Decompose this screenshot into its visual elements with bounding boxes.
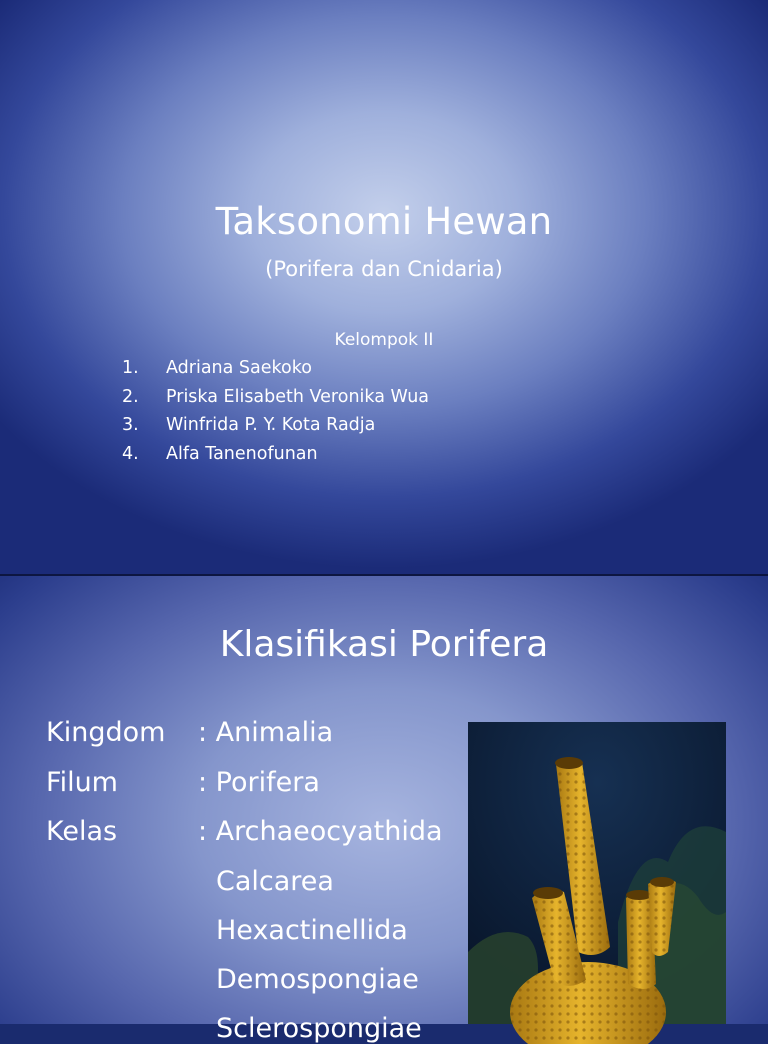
group-label: Kelompok II: [334, 330, 434, 350]
member-number: 1.: [122, 358, 139, 378]
classification-row-kingdom: [46, 717, 333, 748]
presentation-subtitle: (Porifera dan Cnidaria): [265, 257, 503, 281]
member-number: 2.: [122, 386, 139, 407]
class-item: Demospongiae: [216, 964, 419, 995]
member-number: 3.: [122, 415, 139, 435]
class-item: Hexactinellida: [216, 915, 408, 946]
rank-value: : Porifera: [198, 767, 320, 798]
classification-row-filum: [46, 767, 320, 798]
classification-row-kelas: [46, 816, 443, 847]
slide-classification: [0, 576, 768, 1044]
class-item: Calcarea: [216, 866, 334, 897]
sponge-photo: [468, 722, 726, 1024]
rank-label: Kelas: [46, 816, 118, 847]
member-name: Alfa Tanenofunan: [166, 443, 318, 464]
rank-value: : Archaeocyathida: [198, 816, 443, 847]
member-name: Adriana Saekoko: [166, 358, 312, 378]
slide-title: Klasifikasi Porifera: [219, 624, 549, 665]
member-item: [122, 413, 429, 442]
member-list: [122, 356, 429, 470]
rank-label: Filum: [46, 767, 118, 798]
member-number: 4.: [122, 443, 139, 464]
member-name: Winfrida P. Y. Kota Radja: [166, 415, 376, 435]
member-item: [122, 356, 429, 385]
rank-label: Kingdom: [46, 717, 166, 748]
member-item: [122, 385, 429, 414]
sponge-image-icon: [468, 722, 726, 1024]
class-item: Sclerospongiae: [216, 1013, 422, 1044]
member-item: [122, 442, 429, 471]
rank-value: : Animalia: [198, 717, 334, 748]
presentation-title: Taksonomi Hewan: [215, 200, 553, 243]
member-name: Priska Elisabeth Veronika Wua: [166, 386, 430, 407]
